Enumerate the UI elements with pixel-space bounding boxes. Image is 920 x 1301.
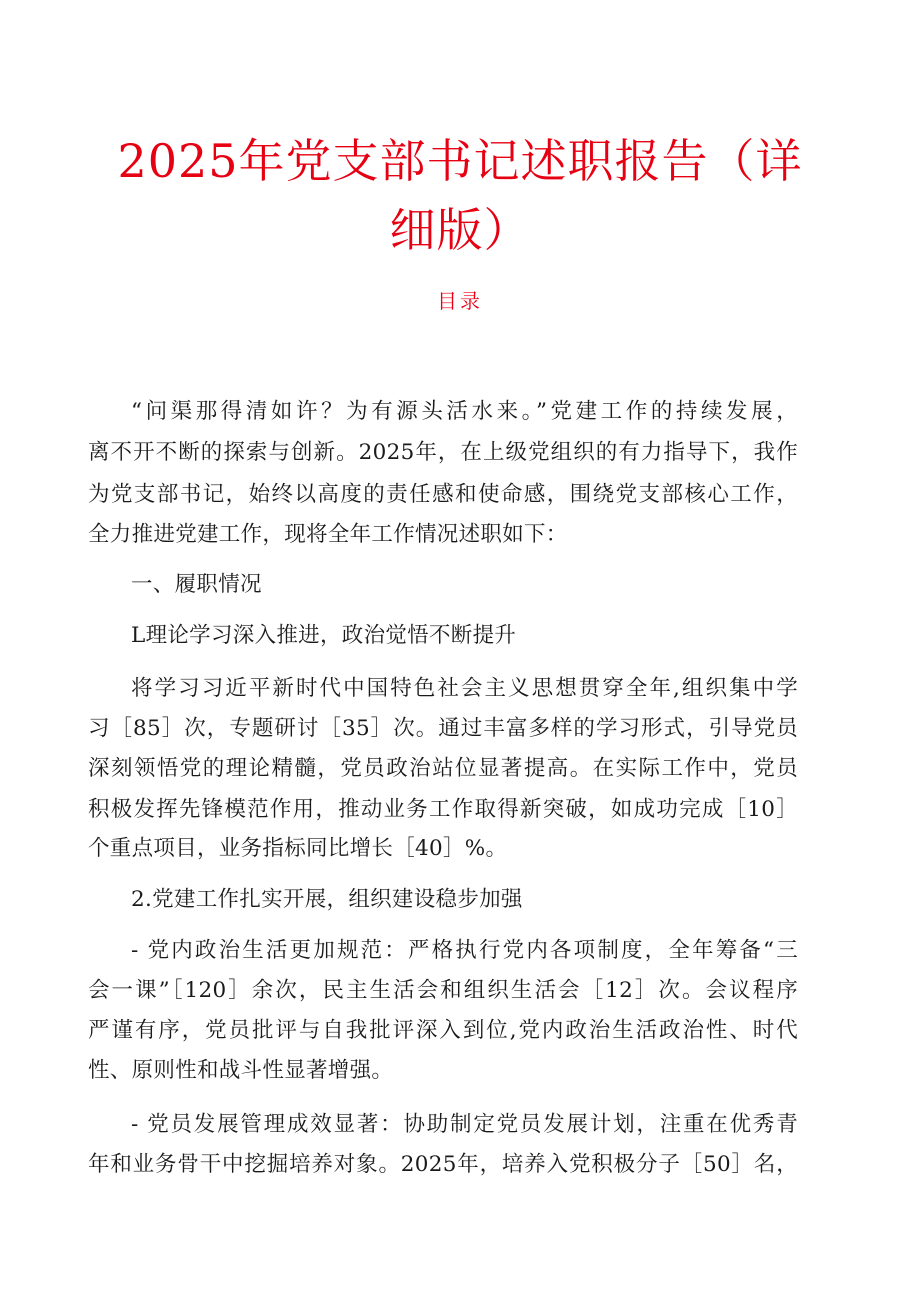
paragraph-line: - 党内政治生活更加规范：严格执行党内各项制度，全年筹备“三 (131, 938, 798, 963)
document-title-line-1: 2025年党支部书记述职报告（详 (117, 134, 803, 188)
subsection-heading: 2.党建工作扎实开展，组织建设稳步加强 (131, 887, 523, 912)
intro-line: 为党支部书记，始终以高度的责任感和使命感，围绕党支部核心工作， (88, 482, 798, 507)
intro-line: 离不开不断的探索与创新。2025年，在上级党组织的有力指导下，我作 (88, 440, 798, 465)
paragraph-line: 个重点项目，业务指标同比增长［40］%。 (88, 836, 508, 861)
paragraph-line: 习［85］次，专题研讨［35］次。通过丰富多样的学习形式，引导党员 (88, 716, 798, 741)
subsection-heading: L理论学习深入推进，政治觉悟不断提升 (131, 623, 517, 648)
paragraph-line: 积极发挥先锋模范作用，推动业务工作取得新突破，如成功完成［10］ (88, 797, 798, 822)
paragraph-line: 年和业务骨干中挖掘培养对象。2025年，培养入党积极分子［50］名， (88, 1152, 798, 1177)
paragraph-line: 严谨有序，党员批评与自我批评深入到位,党内政治生活政治性、时代 (88, 1018, 798, 1043)
paragraph-line: 会一课”［120］余次，民主生活会和组织生活会［12］次。会议程序 (88, 978, 798, 1003)
paragraph-line: 深刻领悟党的理论精髓，党员政治站位显著提高。在实际工作中，党员 (88, 756, 798, 781)
paragraph-line: 性、原则性和战斗性显著增强。 (88, 1058, 394, 1083)
document-title-line-2: 细版） (389, 203, 531, 257)
table-of-contents-label: 目录 (437, 289, 483, 313)
paragraph-line: - 党员发展管理成效显著：协助制定党员发展计划，注重在优秀青 (131, 1112, 798, 1137)
intro-line: “问渠那得清如许？为有源头活水来。”党建工作的持续发展， (131, 399, 798, 424)
paragraph-line: 将学习习近平新时代中国特色社会主义思想贯穿全年,组织集中学 (131, 676, 798, 701)
intro-line: 全力推进党建工作，现将全年工作情况述职如下： (88, 522, 568, 547)
section-heading: 一、履职情况 (131, 572, 262, 597)
